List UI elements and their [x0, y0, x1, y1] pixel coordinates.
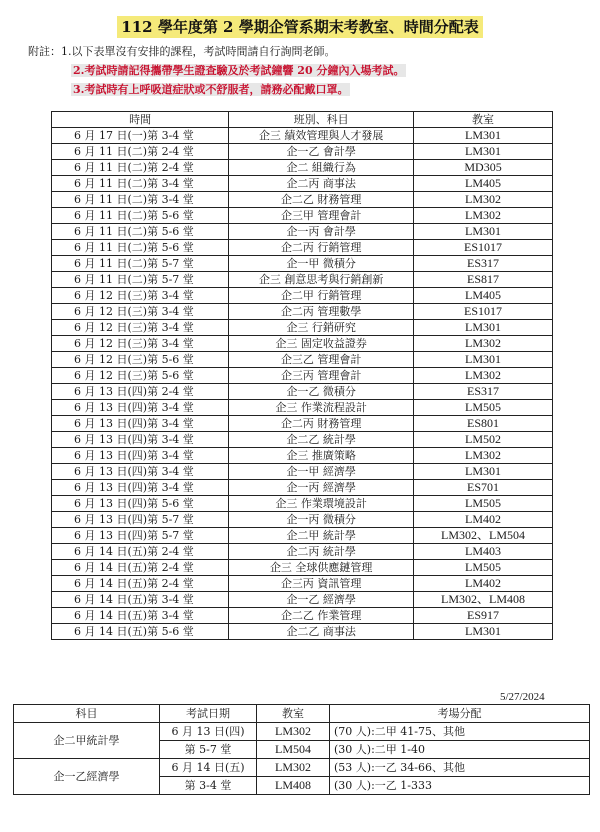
cell-class-subject: 企二丙 管理數學 [229, 304, 414, 320]
cell-class-subject: 企三 推廣策略 [229, 448, 414, 464]
cell-class-subject: 企二丙 財務管理 [229, 416, 414, 432]
cell-room: LM302 [414, 368, 553, 384]
cell-class-subject: 企三丙 資訊管理 [229, 576, 414, 592]
split-header-row [14, 705, 590, 723]
cell-class-subject: 企一乙 經濟學 [229, 592, 414, 608]
table-row [52, 144, 553, 160]
cell-class-subject: 企三丙 管理會計 [229, 368, 414, 384]
cell-class-subject: 企三 作業流程設計 [229, 400, 414, 416]
table-row [52, 544, 553, 560]
split-header-room: 教室 [257, 705, 330, 723]
date-stamp: 5/27/2024 [500, 691, 545, 703]
table-header-row [52, 112, 553, 128]
cell-time: 6 月 13 日(四)第 3-4 堂 [52, 480, 229, 496]
cell-time: 6 月 17 日(一)第 3-4 堂 [52, 128, 229, 144]
cell-time: 6 月 11 日(二)第 5-6 堂 [52, 208, 229, 224]
table-row [52, 400, 553, 416]
cell-room: LM302 [414, 448, 553, 464]
cell-room: LM302 [414, 336, 553, 352]
header-room: 教室 [414, 112, 553, 128]
room-split-table [13, 704, 590, 795]
cell-time: 6 月 11 日(二)第 2-4 堂 [52, 160, 229, 176]
note-line-2 [28, 61, 406, 80]
cell-time: 6 月 14 日(五)第 2-4 堂 [52, 544, 229, 560]
cell-time: 6 月 14 日(五)第 3-4 堂 [52, 608, 229, 624]
cell-room: MD305 [414, 160, 553, 176]
cell-room: LM302 [414, 208, 553, 224]
table-row [52, 480, 553, 496]
note-line-3 [28, 80, 406, 99]
split-header-allocation: 考場分配 [330, 705, 590, 723]
cell-room: LM301 [414, 624, 553, 640]
cell-class-subject: 企二乙 商事法 [229, 624, 414, 640]
cell-room: LM301 [414, 464, 553, 480]
table-body [52, 128, 553, 640]
cell-class-subject: 企二甲 統計學 [229, 528, 414, 544]
cell-room: LM403 [414, 544, 553, 560]
table-row [52, 416, 553, 432]
split-room: LM302 [257, 723, 330, 741]
cell-class-subject: 企一丙 微積分 [229, 512, 414, 528]
cell-room: LM505 [414, 496, 553, 512]
table-row [52, 592, 553, 608]
table-row [52, 624, 553, 640]
cell-class-subject: 企三 創意思考與行銷創新 [229, 272, 414, 288]
cell-room: ES1017 [414, 240, 553, 256]
cell-room: ES701 [414, 480, 553, 496]
table-row [52, 160, 553, 176]
cell-time: 6 月 13 日(四)第 2-4 堂 [52, 384, 229, 400]
table-row [52, 384, 553, 400]
cell-time: 6 月 12 日(三)第 3-4 堂 [52, 336, 229, 352]
table-row [52, 608, 553, 624]
cell-time: 6 月 12 日(三)第 5-6 堂 [52, 368, 229, 384]
cell-time: 6 月 11 日(二)第 5-6 堂 [52, 224, 229, 240]
split-room: LM408 [257, 777, 330, 795]
cell-room: LM301 [414, 320, 553, 336]
cell-time: 6 月 14 日(五)第 2-4 堂 [52, 576, 229, 592]
cell-class-subject: 企三 績效管理與人才發展 [229, 128, 414, 144]
cell-time: 6 月 13 日(四)第 3-4 堂 [52, 416, 229, 432]
split-allocation: (70 人):二甲 41-75、其他 [330, 723, 590, 741]
cell-room: LM302、LM408 [414, 592, 553, 608]
cell-class-subject: 企一丙 經濟學 [229, 480, 414, 496]
note-text-2: 2.考試時請記得攜帶學生證查驗及於考試鐘響 20 分鐘內入場考試。 [73, 64, 405, 77]
split-date-line1: 6 月 13 日(四) [160, 723, 257, 741]
cell-room: LM405 [414, 288, 553, 304]
split-subject: 企二甲統計學 [14, 723, 160, 759]
cell-room: ES801 [414, 416, 553, 432]
table-row [52, 224, 553, 240]
table-row [52, 288, 553, 304]
cell-time: 6 月 12 日(三)第 5-6 堂 [52, 352, 229, 368]
cell-class-subject: 企一乙 會計學 [229, 144, 414, 160]
cell-class-subject: 企二甲 行銷管理 [229, 288, 414, 304]
table-row [52, 208, 553, 224]
cell-room: ES817 [414, 272, 553, 288]
split-allocation: (30 人):一乙 1-333 [330, 777, 590, 795]
table-row [52, 336, 553, 352]
cell-room: LM505 [414, 400, 553, 416]
cell-room: LM505 [414, 560, 553, 576]
cell-time: 6 月 11 日(二)第 5-7 堂 [52, 272, 229, 288]
split-header-date: 考試日期 [160, 705, 257, 723]
table-row [52, 464, 553, 480]
table-row [52, 240, 553, 256]
split-header-subject: 科目 [14, 705, 160, 723]
cell-time: 6 月 11 日(二)第 3-4 堂 [52, 192, 229, 208]
split-row [14, 759, 590, 777]
exam-schedule-table [51, 111, 553, 640]
table-row [52, 352, 553, 368]
cell-room: LM405 [414, 176, 553, 192]
header-time: 時間 [52, 112, 229, 128]
cell-room: ES1017 [414, 304, 553, 320]
note-line-1 [28, 42, 406, 61]
split-room: LM302 [257, 759, 330, 777]
cell-class-subject: 企一乙 微積分 [229, 384, 414, 400]
note-text-3: 3.考試時有上呼吸道症狀或不舒服者，請務必配戴口罩。 [73, 83, 349, 96]
cell-time: 6 月 13 日(四)第 5-7 堂 [52, 528, 229, 544]
split-allocation: (53 人):一乙 34-66、其他 [330, 759, 590, 777]
table-row [52, 368, 553, 384]
table-row [52, 304, 553, 320]
cell-time: 6 月 14 日(五)第 2-4 堂 [52, 560, 229, 576]
cell-class-subject: 企二 組織行為 [229, 160, 414, 176]
cell-time: 6 月 12 日(三)第 3-4 堂 [52, 320, 229, 336]
note-text-1: 1.以下表單沒有安排的課程，考試時間請自行詢問老師。 [61, 45, 336, 58]
cell-room: ES317 [414, 384, 553, 400]
cell-time: 6 月 13 日(四)第 5-7 堂 [52, 512, 229, 528]
cell-class-subject: 企二丙 行銷管理 [229, 240, 414, 256]
cell-time: 6 月 11 日(二)第 5-6 堂 [52, 240, 229, 256]
cell-time: 6 月 11 日(二)第 3-4 堂 [52, 176, 229, 192]
cell-time: 6 月 11 日(二)第 2-4 堂 [52, 144, 229, 160]
cell-room: LM301 [414, 128, 553, 144]
title-container [0, 16, 600, 38]
cell-room: LM301 [414, 352, 553, 368]
cell-class-subject: 企三 全球供應鏈管理 [229, 560, 414, 576]
split-date-line2: 第 3-4 堂 [160, 777, 257, 795]
table-row [52, 272, 553, 288]
cell-room: LM302 [414, 192, 553, 208]
cell-class-subject: 企二丙 統計學 [229, 544, 414, 560]
split-subject: 企一乙經濟學 [14, 759, 160, 795]
cell-room: ES317 [414, 256, 553, 272]
table-row [52, 432, 553, 448]
cell-class-subject: 企二乙 統計學 [229, 432, 414, 448]
table-row [52, 448, 553, 464]
table-row [52, 256, 553, 272]
split-date-line2: 第 5-7 堂 [160, 741, 257, 759]
notes-prefix: 附註： [28, 45, 61, 58]
cell-class-subject: 企三乙 管理會計 [229, 352, 414, 368]
cell-room: ES917 [414, 608, 553, 624]
cell-time: 6 月 13 日(四)第 3-4 堂 [52, 448, 229, 464]
table-row [52, 560, 553, 576]
header-class-subject: 班別、科目 [229, 112, 414, 128]
table-row [52, 176, 553, 192]
cell-class-subject: 企一甲 微積分 [229, 256, 414, 272]
cell-time: 6 月 13 日(四)第 5-6 堂 [52, 496, 229, 512]
cell-room: LM402 [414, 512, 553, 528]
cell-class-subject: 企二丙 商事法 [229, 176, 414, 192]
table-row [52, 576, 553, 592]
cell-room: LM301 [414, 224, 553, 240]
cell-class-subject: 企三 作業環境設計 [229, 496, 414, 512]
cell-class-subject: 企三甲 管理會計 [229, 208, 414, 224]
cell-time: 6 月 14 日(五)第 5-6 堂 [52, 624, 229, 640]
cell-time: 6 月 13 日(四)第 3-4 堂 [52, 432, 229, 448]
cell-class-subject: 企三 固定收益證券 [229, 336, 414, 352]
cell-time: 6 月 12 日(三)第 3-4 堂 [52, 288, 229, 304]
split-allocation: (30 人):二甲 1-40 [330, 741, 590, 759]
split-row [14, 723, 590, 741]
cell-room: LM302、LM504 [414, 528, 553, 544]
table-row [52, 320, 553, 336]
table-row [52, 128, 553, 144]
split-date-line1: 6 月 14 日(五) [160, 759, 257, 777]
cell-time: 6 月 12 日(三)第 3-4 堂 [52, 304, 229, 320]
table-row [52, 512, 553, 528]
cell-time: 6 月 13 日(四)第 3-4 堂 [52, 400, 229, 416]
cell-class-subject: 企二乙 作業管理 [229, 608, 414, 624]
cell-time: 6 月 14 日(五)第 3-4 堂 [52, 592, 229, 608]
cell-class-subject: 企一甲 經濟學 [229, 464, 414, 480]
table-row [52, 192, 553, 208]
split-room: LM504 [257, 741, 330, 759]
table-row [52, 528, 553, 544]
cell-class-subject: 企三 行銷研究 [229, 320, 414, 336]
cell-room: LM402 [414, 576, 553, 592]
cell-room: LM301 [414, 144, 553, 160]
cell-room: LM502 [414, 432, 553, 448]
cell-class-subject: 企一丙 會計學 [229, 224, 414, 240]
notes-block [28, 42, 406, 99]
table-row [52, 496, 553, 512]
cell-time: 6 月 11 日(二)第 5-7 堂 [52, 256, 229, 272]
document-title: 112 學年度第 2 學期企管系期末考教室、時間分配表 [117, 16, 482, 38]
cell-time: 6 月 13 日(四)第 3-4 堂 [52, 464, 229, 480]
cell-class-subject: 企二乙 財務管理 [229, 192, 414, 208]
